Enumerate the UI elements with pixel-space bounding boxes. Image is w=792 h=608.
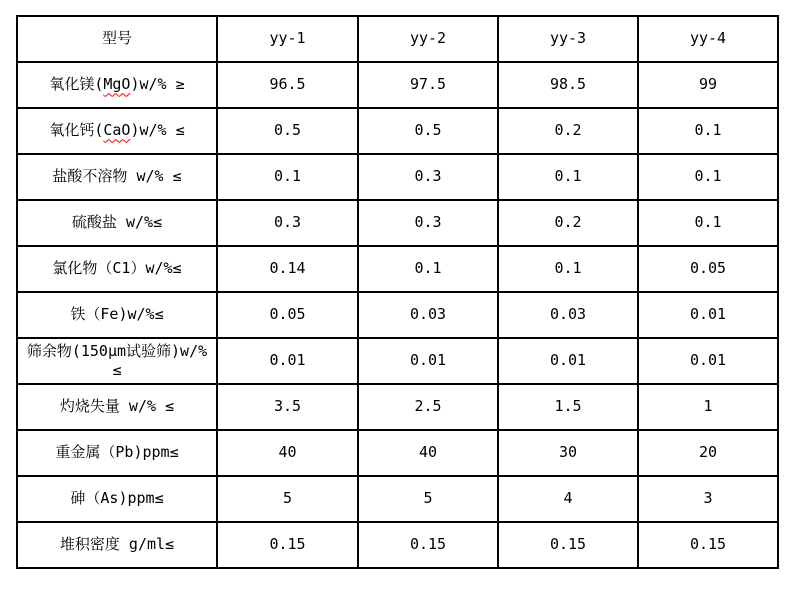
value-cell: 0.01 [498, 338, 638, 384]
column-header: yy-3 [498, 16, 638, 62]
table-row [17, 338, 778, 384]
row-label [17, 292, 217, 338]
column-header-model: 型号 [17, 16, 217, 62]
row-label [17, 246, 217, 292]
value-cell: 40 [217, 430, 358, 476]
value-cell: 0.14 [217, 246, 358, 292]
value-cell: 3.5 [217, 384, 358, 430]
table-row [17, 200, 778, 246]
table-row [17, 292, 778, 338]
row-label [17, 476, 217, 522]
row-label-text: 重金属（Pb)ppm≤ [55, 443, 179, 462]
row-label-text: 铁（Fe)w/%≤ [70, 305, 164, 324]
table-row [17, 430, 778, 476]
row-label-text: 筛余物(150μm试验筛)w/% ≤ [26, 341, 208, 379]
value-cell: 0.2 [498, 108, 638, 154]
value-cell: 0.05 [638, 246, 778, 292]
table-row [17, 476, 778, 522]
value-cell: 0.1 [498, 246, 638, 292]
value-cell: 0.15 [498, 522, 638, 568]
value-cell: 2.5 [358, 384, 498, 430]
row-label-text: 砷（As)ppm≤ [70, 489, 164, 508]
row-label [17, 62, 217, 108]
table-row [17, 154, 778, 200]
row-label-text: 氧化镁( [49, 75, 104, 94]
value-cell: 0.15 [358, 522, 498, 568]
value-cell: 0.15 [638, 522, 778, 568]
value-cell: 0.01 [217, 338, 358, 384]
row-label-text: 盐酸不溶物 w/% ≤ [52, 167, 182, 186]
spec-table [16, 15, 779, 569]
row-label [17, 154, 217, 200]
table-row [17, 384, 778, 430]
value-cell: 0.3 [217, 200, 358, 246]
table-row [17, 108, 778, 154]
column-header: yy-1 [217, 16, 358, 62]
row-label-text: )w/% ≤ [130, 121, 185, 140]
row-label-text: 灼烧失量 w/% ≤ [59, 397, 175, 416]
value-cell: 0.3 [358, 200, 498, 246]
value-cell: 0.03 [498, 292, 638, 338]
spec-table-body [17, 16, 778, 568]
row-label-text: 氯化物（C1）w/%≤ [52, 259, 182, 278]
value-cell: 0.5 [358, 108, 498, 154]
value-cell: 0.15 [217, 522, 358, 568]
value-cell: 1.5 [498, 384, 638, 430]
value-cell: 0.1 [498, 154, 638, 200]
column-header: yy-4 [638, 16, 778, 62]
value-cell: 0.1 [217, 154, 358, 200]
value-cell: 0.5 [217, 108, 358, 154]
row-label [17, 200, 217, 246]
value-cell: 96.5 [217, 62, 358, 108]
value-cell: 0.01 [638, 338, 778, 384]
value-cell: 0.2 [498, 200, 638, 246]
value-cell: 40 [358, 430, 498, 476]
row-label-text: 堆积密度 g/ml≤ [59, 535, 175, 554]
misspelling-mark: MgO [103, 75, 131, 94]
value-cell: 0.1 [638, 154, 778, 200]
value-cell: 5 [358, 476, 498, 522]
table-row [17, 62, 778, 108]
row-label [17, 108, 217, 154]
value-cell: 97.5 [358, 62, 498, 108]
row-label [17, 522, 217, 568]
row-label [17, 384, 217, 430]
value-cell: 0.1 [638, 200, 778, 246]
column-header: yy-2 [358, 16, 498, 62]
value-cell: 4 [498, 476, 638, 522]
value-cell: 1 [638, 384, 778, 430]
value-cell: 0.03 [358, 292, 498, 338]
value-cell: 20 [638, 430, 778, 476]
value-cell: 3 [638, 476, 778, 522]
row-label-text: 氧化钙( [49, 121, 104, 140]
value-cell: 99 [638, 62, 778, 108]
value-cell: 0.01 [358, 338, 498, 384]
table-row [17, 522, 778, 568]
value-cell: 0.1 [358, 246, 498, 292]
header-row [17, 16, 778, 62]
misspelling-mark: CaO [103, 121, 131, 140]
row-label [17, 338, 217, 384]
value-cell: 98.5 [498, 62, 638, 108]
value-cell: 0.01 [638, 292, 778, 338]
table-row [17, 246, 778, 292]
value-cell: 0.1 [638, 108, 778, 154]
value-cell: 0.05 [217, 292, 358, 338]
row-label-text: )w/% ≥ [130, 75, 185, 94]
row-label-text: 硫酸盐 w/%≤ [71, 213, 163, 232]
value-cell: 5 [217, 476, 358, 522]
value-cell: 30 [498, 430, 638, 476]
row-label [17, 430, 217, 476]
value-cell: 0.3 [358, 154, 498, 200]
